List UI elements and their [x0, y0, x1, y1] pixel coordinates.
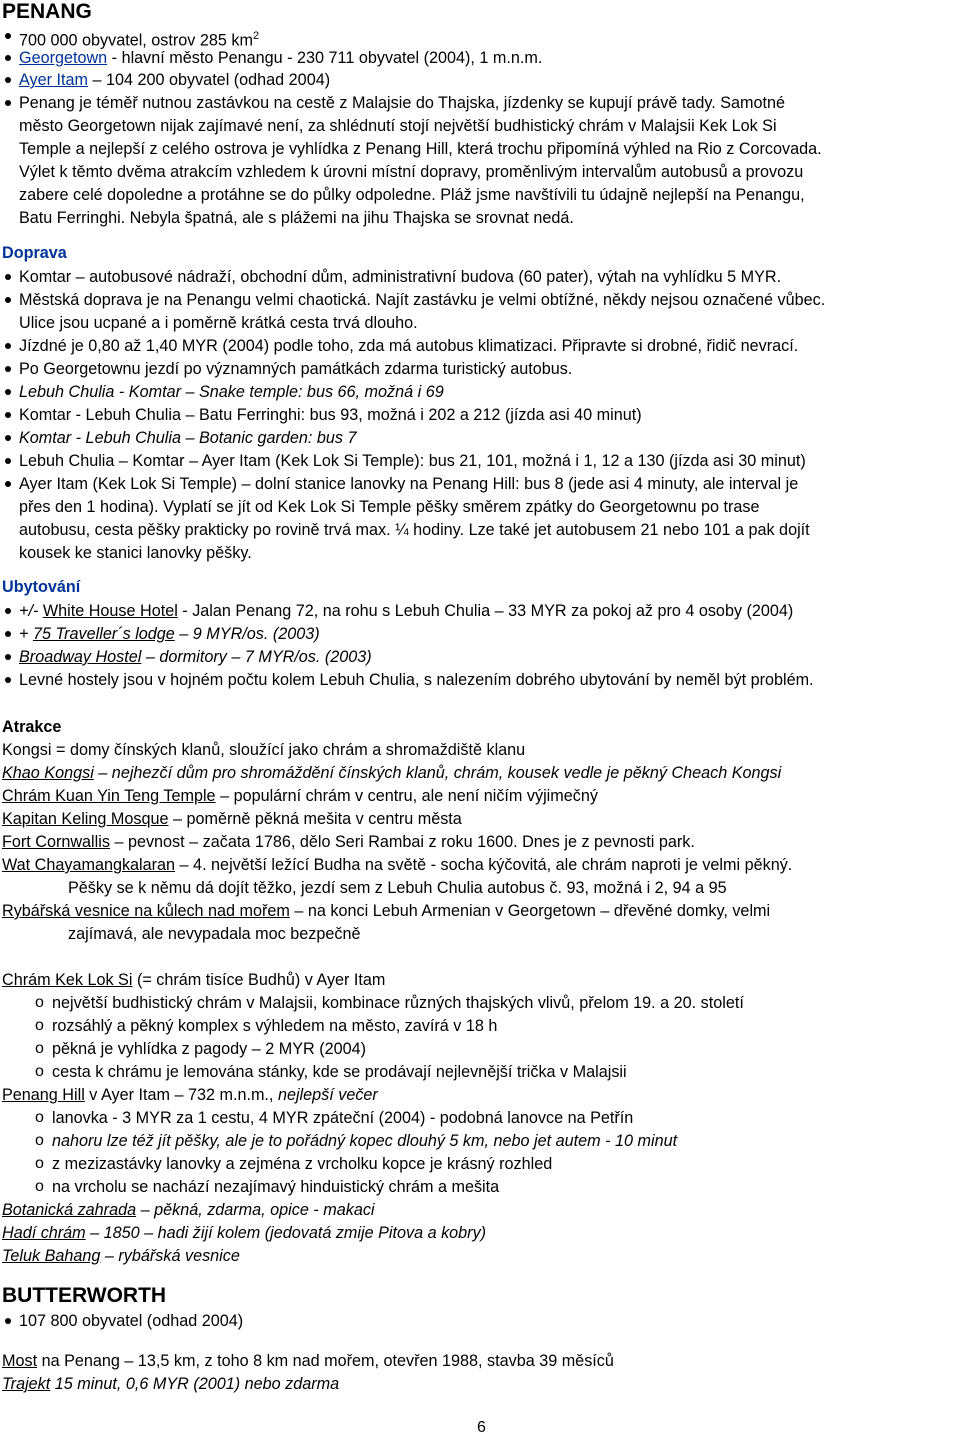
- rating: +/-: [19, 602, 43, 620]
- circle-bullet: o: [35, 1132, 44, 1149]
- intro-line: Penang je téměř nutnou zastávkou na cestě z Malajsie do Thajska, jízdenky se kupují právě tady. Samotné: [19, 94, 786, 112]
- penang-hill-item: na vrcholu se nachází nezajímavý hinduistický chrám a mešita: [52, 1178, 500, 1196]
- intro-line: zabere celé dopoledne a protáhne se do půlky odpoledne. Pláž jsme navštívili tu údajně nejlepší na Penangu,: [19, 186, 805, 204]
- doprava-route: Lebuh Chulia - Komtar – Snake temple: bus 66, možná i 69: [19, 383, 444, 401]
- section-heading-atrakce: Atrakce: [2, 718, 62, 736]
- doprava-item: Komtar – autobusové nádraží, obchodní dům, administrativní budova (60 pater), výtah na vyhlídku 5 MYR.: [19, 268, 782, 286]
- bullet: [5, 608, 11, 614]
- doprava-route: Komtar - Lebuh Chulia – Botanic garden: bus 7: [19, 429, 357, 447]
- georgetown-text: - hlavní město Penangu - 230 711 obyvatel (2004), 1 m.n.m.: [107, 49, 543, 67]
- bullet: [5, 458, 11, 464]
- ubytovani-text: - Jalan Penang 72, na rohu s Lebuh Chulia – 33 MYR za pokoj až pro 4 osoby (2004): [177, 602, 794, 620]
- attraction-line: [2, 808, 462, 830]
- doprava-route: Komtar - Lebuh Chulia – Batu Ferringhi: bus 93, možná i 202 a 212 (jízda asi 40 minut): [19, 406, 642, 424]
- doprava-route: Ayer Itam (Kek Lok Si Temple) – dolní stanice lanovky na Penang Hill: bus 8 (jede asi 4 minuty, ale interval je: [19, 475, 799, 493]
- attraction-line: [2, 854, 792, 876]
- teluk-bahang-link[interactable]: Teluk Bahang: [2, 1247, 101, 1265]
- bullet: [5, 55, 11, 61]
- bullet: [5, 100, 11, 106]
- ubytovani-text: – dormitory – 7 MYR/os. (2003): [141, 648, 372, 666]
- attraction-line: [2, 762, 781, 784]
- circle-bullet: o: [35, 1178, 44, 1195]
- ayer-itam-link[interactable]: Ayer Itam: [19, 71, 88, 89]
- doprava-item: Ulice jsou ucpané a i poměrně krátká cesta trvá dlouho.: [19, 314, 418, 332]
- ayer-itam-line: [19, 69, 330, 91]
- kuan-yin-teng-link[interactable]: Chrám Kuan Yin Teng Temple: [2, 787, 216, 805]
- penang-hill-link[interactable]: Penang Hill: [2, 1086, 85, 1104]
- attraction-text: – 4. největší ležící Budha na světě - socha kýčovitá, ale chrám naproti je velmi pěkný.: [175, 856, 793, 874]
- ubytovani-text: – 9 MYR/os. (2003): [174, 625, 320, 643]
- circle-bullet: o: [35, 1063, 44, 1080]
- circle-bullet: o: [35, 1040, 44, 1057]
- circle-bullet: o: [35, 1109, 44, 1126]
- bullet: [5, 389, 11, 395]
- attraction-line: [2, 1373, 339, 1395]
- intro-line: Výlet k těmto dvěma atrakcím vzhledem k úrovni místní dopravy, proměnlivým intervalům autobusů a provozu: [19, 163, 804, 181]
- attraction-text: v Ayer Itam – 732 m.n.m.,: [84, 1086, 278, 1104]
- bullet: [5, 631, 11, 637]
- butterworth-population: 107 800 obyvatel (odhad 2004): [19, 1312, 244, 1330]
- circle-bullet: o: [35, 1155, 44, 1172]
- attraction-line: [2, 785, 598, 807]
- kek-lok-si-item: pěkná je vyhlídka z pagody – 2 MYR (2004): [52, 1040, 367, 1058]
- bullet: [5, 274, 11, 280]
- attraction-line: [2, 1084, 378, 1106]
- attraction-text: na Penang – 13,5 km, z toho 8 km nad mořem, otevřen 1988, stavba 39 měsíců: [37, 1352, 614, 1370]
- attraction-text: – rybářská vesnice: [100, 1247, 240, 1265]
- bullet: [5, 297, 11, 303]
- doprava-route: autobusu, cesta pěšky prakticky po rovině trvá max. ¼ hodiny. Lze také jet autobusem 21 nebo 101 a pak dojít: [19, 521, 810, 539]
- attraction-text: – poměrně pěkná mešita v centru města: [168, 810, 462, 828]
- botanicka-zahrada-link[interactable]: Botanická zahrada: [2, 1201, 137, 1219]
- kongsi-definition: Kongsi = domy čínských klanů, sloužící jako chrám a shromaždiště klanu: [2, 741, 526, 759]
- kek-lok-si-item: rozsáhlý a pěkný komplex s výhledem na město, zavírá v 18 h: [52, 1017, 498, 1035]
- penang-hill-item: lanovka - 3 MYR za 1 cestu, 4 MYR zpáteční (2004) - podobná lanovce na Petřín: [52, 1109, 634, 1127]
- section-heading-butterworth: BUTTERWORTH: [2, 1284, 167, 1307]
- ubytovani-item: [19, 646, 372, 668]
- section-heading-doprava: Doprava: [2, 244, 67, 262]
- broadway-hostel-link[interactable]: Broadway Hostel: [19, 648, 142, 666]
- attraction-line: [2, 831, 695, 853]
- bullet: [5, 435, 11, 441]
- attraction-text-cont: Pěšky se k němu dá dojít těžko, jezdí sem z Lebuh Chulia autobus č. 93, možná i 2, 94 a 95: [68, 879, 727, 897]
- hadi-chram-link[interactable]: Hadí chrám: [2, 1224, 86, 1242]
- doprava-item: Jízdné je 0,80 až 1,40 MYR (2004) podle toho, zda má autobus klimatizaci. Připravte si drobné, řidič nevrací.: [19, 337, 799, 355]
- attraction-text: – 1850 – hadi žijí kolem (jedovatá zmije Pitova a kobry): [85, 1224, 487, 1242]
- kek-lok-si-item: největší budhistický chrám v Malajsii, kombinace různých thajských vlivů, přelom 19. a 20. století: [52, 994, 744, 1012]
- kek-lok-si-link[interactable]: Chrám Kek Lok Si: [2, 971, 133, 989]
- georgetown-link[interactable]: Georgetown: [19, 49, 108, 67]
- penang-hill-item: nahoru lze též jít pěšky, ale je to pořádný kopec dlouhý 5 km, nebo jet autem - 10 minut: [52, 1132, 678, 1150]
- circle-bullet: o: [35, 1017, 44, 1034]
- attraction-text: – na konci Lebuh Armenian v Georgetown – dřevěné domky, velmi: [289, 902, 771, 920]
- attraction-text: – populární chrám v centru, ale není ničím výjimečný: [215, 787, 598, 805]
- bullet: [5, 677, 11, 683]
- doprava-route: Lebuh Chulia – Komtar – Ayer Itam (Kek Lok Si Temple): bus 21, 101, možná i 1, 12 a 130 (jízda asi 30 minut): [19, 452, 806, 470]
- khao-kongsi-link[interactable]: Khao Kongsi: [2, 764, 94, 782]
- most-link[interactable]: Most: [2, 1352, 38, 1370]
- attraction-text: (= chrám tisíce Budhů) v Ayer Itam: [132, 971, 386, 989]
- attraction-note: nejlepší večer: [277, 1086, 378, 1104]
- doprava-route: přes den 1 hodina). Vyplatí se jít od Kek Lok Si Temple pěšky směrem zpátky do Georgetownu po trase: [19, 498, 760, 516]
- penang-hill-item: z mezizastávky lanovky a zejména z vrcholku kopce je krásný rozhled: [52, 1155, 553, 1173]
- attraction-line: [2, 900, 770, 922]
- doprava-item: Po Georgetownu jezdí po významných památkách zdarma turistický autobus.: [19, 360, 573, 378]
- white-house-hotel-link[interactable]: White House Hotel: [42, 602, 178, 620]
- kek-lok-si-item: cesta k chrámu je lemována stánky, kde se prodávají nejlevnější trička v Malajsii: [52, 1063, 627, 1081]
- section-heading-penang: PENANG: [2, 0, 92, 23]
- doprava-item: Městská doprava je na Penangu velmi chaotická. Najít zastávku je velmi obtížné, někdy nejsou označené vůbec.: [19, 291, 826, 309]
- page-number: 6: [477, 1419, 486, 1436]
- attraction-text-cont: zajímavá, ale nevypadala moc bezpečně: [68, 925, 361, 943]
- attraction-line: [2, 1199, 375, 1221]
- kapitan-keling-link[interactable]: Kapitan Keling Mosque: [2, 810, 169, 828]
- attraction-line: [2, 969, 385, 991]
- attraction-text: – pěkná, zdarma, opice - makaci: [136, 1201, 375, 1219]
- intro-line: Batu Ferringhi. Nebyla špatná, ale s plážemi na jihu Thajska se srovnat nedá.: [19, 209, 574, 227]
- ubytovani-item: [19, 600, 793, 622]
- bullet: [5, 33, 11, 39]
- attraction-text: – nejhezčí dům pro shromáždění čínských klanů, chrám, kousek vedle je pěkný Cheach Kongsi: [93, 764, 782, 782]
- ubytovani-item: Levné hostely jsou v hojném počtu kolem Lebuh Chulia, s nalezením dobrého ubytování by neměl být problém.: [19, 671, 814, 689]
- bullet: [5, 366, 11, 372]
- bullet: [5, 412, 11, 418]
- attraction-line: [2, 1245, 240, 1267]
- section-heading-ubytovani: Ubytování: [2, 578, 81, 596]
- ayer-itam-text: – 104 200 obyvatel (odhad 2004): [87, 71, 331, 89]
- ubytovani-item: [19, 623, 320, 645]
- intro-line: Temple a nejlepší z celého ostrova je vyhlídka z Penang Hill, která trochu připomíná výhled na Rio z Corcovada.: [19, 140, 822, 158]
- wat-chayamangkalaran-link[interactable]: Wat Chayamangkalaran: [2, 856, 176, 874]
- attraction-text: – pevnost – začata 1786, dělo Seri Rambai z roku 1600. Dnes je z pevnosti park.: [109, 833, 695, 851]
- rybarska-vesnice-link[interactable]: Rybářská vesnice na kůlech nad mořem: [2, 902, 290, 920]
- bullet: [5, 654, 11, 660]
- bullet: [5, 77, 11, 83]
- circle-bullet: o: [35, 994, 44, 1011]
- bullet: [5, 1318, 11, 1324]
- georgetown-line: [19, 47, 542, 69]
- bullet: [5, 343, 11, 349]
- attraction-line: [2, 1350, 614, 1372]
- doprava-route: kousek ke stanici lanovky pěšky.: [19, 544, 252, 562]
- intro-line: město Georgetown nijak zajímavé není, za shlédnutí stojí největší budhistický chrám v Malajsii Kek Lok Si: [19, 117, 777, 135]
- bullet: [5, 481, 11, 487]
- travellers-lodge-link[interactable]: 75 Traveller´s lodge: [32, 625, 175, 643]
- population-text: 700 000 obyvatel, ostrov 285 km: [19, 31, 253, 50]
- trajekt-link[interactable]: Trajekt: [2, 1375, 51, 1393]
- rating: +: [19, 625, 33, 643]
- fort-cornwallis-link[interactable]: Fort Cornwallis: [2, 833, 110, 851]
- attraction-text: 15 minut, 0,6 MYR (2001) nebo zdarma: [50, 1375, 340, 1393]
- population-sup: 2: [252, 30, 260, 42]
- attraction-line: [2, 1222, 486, 1244]
